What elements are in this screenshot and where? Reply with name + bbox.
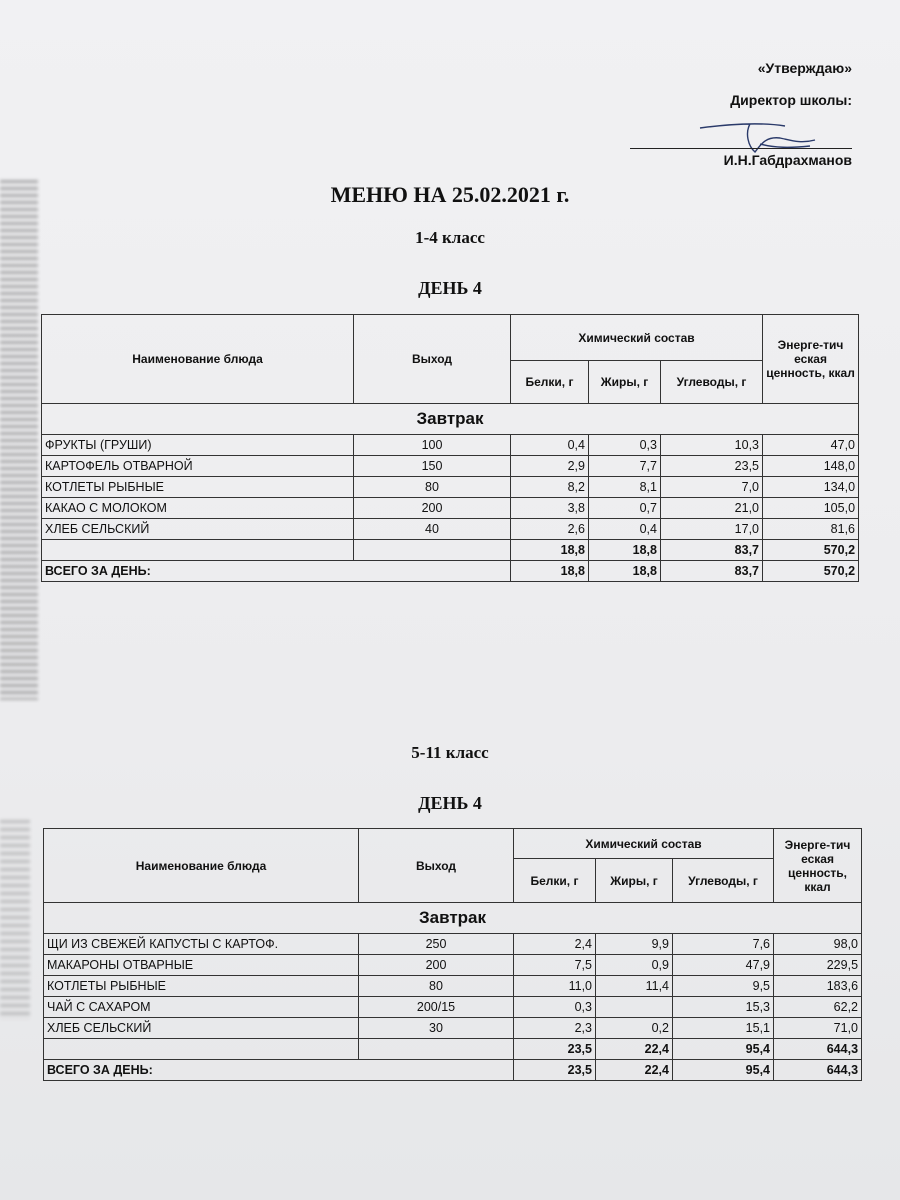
header-protein: Белки, г (511, 361, 589, 404)
dish-carbs: 47,9 (673, 955, 774, 976)
dish-fat (596, 997, 673, 1018)
header-fat: Жиры, г (589, 361, 661, 404)
dish-fat: 8,1 (589, 477, 661, 498)
dish-protein: 2,9 (511, 456, 589, 477)
binding-shadow (0, 180, 38, 700)
dish-fat: 11,4 (596, 976, 673, 997)
total-carbs: 83,7 (661, 561, 763, 582)
table-row (42, 456, 859, 477)
dish-energy: 81,6 (763, 519, 859, 540)
dish-yield: 250 (359, 934, 514, 955)
dish-protein: 2,6 (511, 519, 589, 540)
subtotal-energy: 644,3 (774, 1039, 862, 1060)
dish-energy: 229,5 (774, 955, 862, 976)
header-dish: Наименование блюда (42, 315, 354, 404)
day-label: ДЕНЬ 4 (418, 278, 482, 298)
day-label: ДЕНЬ 4 (418, 793, 482, 813)
dish-yield: 40 (354, 519, 511, 540)
table-row (44, 997, 862, 1018)
dish-carbs: 15,1 (673, 1018, 774, 1039)
dish-protein: 3,8 (511, 498, 589, 519)
class-label: 1-4 класс (415, 228, 485, 247)
header-yield: Выход (359, 829, 514, 903)
total-label: ВСЕГО ЗА ДЕНЬ: (42, 561, 511, 582)
table-row (42, 519, 859, 540)
dish-yield: 80 (354, 477, 511, 498)
dish-fat: 0,2 (596, 1018, 673, 1039)
dish-energy: 71,0 (774, 1018, 862, 1039)
menu-title: МЕНЮ НА 25.02.2021 г. (330, 182, 570, 207)
table-row (42, 435, 859, 456)
header-carbs: Углеводы, г (661, 361, 763, 404)
approval-position: Директор школы: (730, 92, 852, 108)
menu-table (43, 828, 862, 1081)
dish-name: ФРУКТЫ (ГРУШИ) (42, 435, 354, 456)
dish-energy: 105,0 (763, 498, 859, 519)
subtotal-fat: 18,8 (589, 540, 661, 561)
header-yield: Выход (354, 315, 511, 404)
signature-line (630, 148, 852, 149)
total-fat: 18,8 (589, 561, 661, 582)
dish-yield: 200 (359, 955, 514, 976)
dish-carbs: 9,5 (673, 976, 774, 997)
dish-name: ЧАЙ С САХАРОМ (44, 997, 359, 1018)
dish-name: ХЛЕБ СЕЛЬСКИЙ (44, 1018, 359, 1039)
dish-fat: 9,9 (596, 934, 673, 955)
dish-protein: 7,5 (514, 955, 596, 976)
dish-yield: 150 (354, 456, 511, 477)
total-row (44, 1060, 862, 1081)
dish-protein: 8,2 (511, 477, 589, 498)
subtotal-fat: 22,4 (596, 1039, 673, 1060)
dish-yield: 200 (354, 498, 511, 519)
header-fat: Жиры, г (596, 859, 673, 903)
signature-mark (690, 118, 830, 158)
header-protein: Белки, г (514, 859, 596, 903)
dish-fat: 7,7 (589, 456, 661, 477)
total-fat: 22,4 (596, 1060, 673, 1081)
subtotal-carbs: 83,7 (661, 540, 763, 561)
subtotal-energy: 570,2 (763, 540, 859, 561)
approval-heading: «Утверждаю» (757, 60, 852, 76)
dish-energy: 47,0 (763, 435, 859, 456)
dish-name: ХЛЕБ СЕЛЬСКИЙ (42, 519, 354, 540)
dish-energy: 183,6 (774, 976, 862, 997)
binding-shadow (0, 820, 30, 1020)
dish-fat: 0,4 (589, 519, 661, 540)
class-label: 5-11 класс (411, 743, 489, 762)
table-row (42, 498, 859, 519)
dish-carbs: 23,5 (661, 456, 763, 477)
dish-carbs: 17,0 (661, 519, 763, 540)
total-energy: 644,3 (774, 1060, 862, 1081)
dish-fat: 0,9 (596, 955, 673, 976)
dish-name: КАКАО С МОЛОКОМ (42, 498, 354, 519)
subtotal-row (44, 1039, 862, 1060)
dish-protein: 11,0 (514, 976, 596, 997)
total-carbs: 95,4 (673, 1060, 774, 1081)
total-row (42, 561, 859, 582)
dish-carbs: 15,3 (673, 997, 774, 1018)
total-energy: 570,2 (763, 561, 859, 582)
subtotal-protein: 23,5 (514, 1039, 596, 1060)
dish-yield: 100 (354, 435, 511, 456)
dish-protein: 0,3 (514, 997, 596, 1018)
header-chem: Химический состав (511, 315, 763, 361)
dish-carbs: 7,0 (661, 477, 763, 498)
table-row (44, 934, 862, 955)
meal-section: Завтрак (44, 903, 862, 934)
approval-signatory-name: И.Н.Габдрахманов (723, 152, 852, 168)
table-row (44, 955, 862, 976)
dish-yield: 80 (359, 976, 514, 997)
dish-energy: 148,0 (763, 456, 859, 477)
dish-yield: 30 (359, 1018, 514, 1039)
dish-fat: 0,7 (589, 498, 661, 519)
dish-carbs: 10,3 (661, 435, 763, 456)
dish-carbs: 7,6 (673, 934, 774, 955)
total-protein: 23,5 (514, 1060, 596, 1081)
dish-fat: 0,3 (589, 435, 661, 456)
subtotal-protein: 18,8 (511, 540, 589, 561)
dish-name: КОТЛЕТЫ РЫБНЫЕ (44, 976, 359, 997)
menu-table (41, 314, 859, 582)
table-row (42, 477, 859, 498)
total-protein: 18,8 (511, 561, 589, 582)
header-energy: Энерге-тич еская ценность, ккал (774, 829, 862, 903)
dish-name: КАРТОФЕЛЬ ОТВАРНОЙ (42, 456, 354, 477)
dish-protein: 2,4 (514, 934, 596, 955)
header-carbs: Углеводы, г (673, 859, 774, 903)
dish-energy: 134,0 (763, 477, 859, 498)
dish-protein: 2,3 (514, 1018, 596, 1039)
subtotal-carbs: 95,4 (673, 1039, 774, 1060)
dish-name: ЩИ ИЗ СВЕЖЕЙ КАПУСТЫ С КАРТОФ. (44, 934, 359, 955)
dish-name: МАКАРОНЫ ОТВАРНЫЕ (44, 955, 359, 976)
approval-block (552, 60, 852, 168)
dish-energy: 98,0 (774, 934, 862, 955)
header-energy: Энерге-тич еская ценность, ккал (763, 315, 859, 404)
dish-name: КОТЛЕТЫ РЫБНЫЕ (42, 477, 354, 498)
dish-yield: 200/15 (359, 997, 514, 1018)
subtotal-row (42, 540, 859, 561)
header-dish: Наименование блюда (44, 829, 359, 903)
meal-section: Завтрак (42, 404, 859, 435)
dish-protein: 0,4 (511, 435, 589, 456)
table-row (44, 1018, 862, 1039)
header-chem: Химический состав (514, 829, 774, 859)
total-label: ВСЕГО ЗА ДЕНЬ: (44, 1060, 514, 1081)
dish-carbs: 21,0 (661, 498, 763, 519)
dish-energy: 62,2 (774, 997, 862, 1018)
table-row (44, 976, 862, 997)
